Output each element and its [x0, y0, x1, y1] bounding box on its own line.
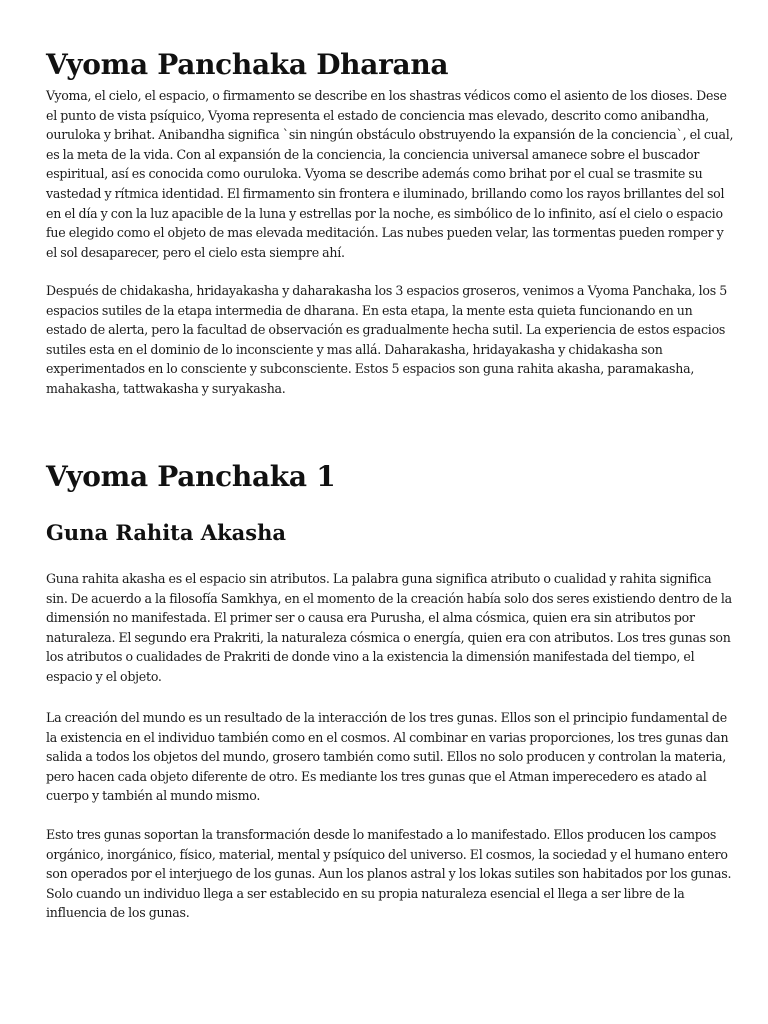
intro-paragraph-1: Vyoma, el cielo, el espacio, o firmamento se describe en los shastras védicos como el asiento de los dioses. Dese el punto de vista psíquico, Vyoma representa el estado de conciencia mas elevado, descrito como anibandha, ouruloka y brihat. Anibandha significa `sin ningún obstáculo obstruyendo la expansión de la conciencia`, el cual, es la meta de la vida. Con al expansión de la conciencia, la conciencia universal amanece sobre el buscador espiritual, así es conocida como ouruloka. Vyoma se describe además como brihat por el cual se trasmite su vastedad y rítmica identidad. El firmamento sin frontera e iluminado, brillando como los rayos brillantes del sol en el día y con la luz apacible de la luna y estrellas por la noche, es simbólico de lo infinito, así el cielo o espacio fue elegido como el objeto de mas elevada meditación. Las nubes pueden velar, las tormentas pueden romper y el sol desaparecer, pero el cielo esta siempre ahí.: [46, 88, 734, 260]
section-paragraph-1: Guna rahita akasha es el espacio sin atributos. La palabra guna significa atributo o cualidad y rahita significa sin. De acuerdo a la filosofía Samkhya, en el momento de la creación había solo dos seres existiendo dentro de la dimensión no manifestada. El primer ser o causa era Purusha, el alma cósmica, quien era sin atributos por naturaleza. El segundo era Prakriti, la naturaleza cósmica o energía, quien era con atributos. Los tres gunas son los atributos o cualidades de Prakriti de donde vino a la existencia la dimensión manifestada del tiempo, el espacio y el objeto.: [46, 571, 732, 684]
page-title: Vyoma Panchaka Dharana: [46, 48, 449, 81]
section-subheading: Guna Rahita Akasha: [46, 520, 286, 545]
section-heading: Vyoma Panchaka 1: [46, 460, 336, 493]
intro-paragraph-2: Después de chidakasha, hridayakasha y daharakasha los 3 espacios groseros, venimos a Vyoma Panchaka, los 5 espacios sutiles de la etapa intermedia de dharana. En esta etapa, la mente esta quieta funcionando en un estado de alerta, pero la facultad de observación es gradualmente hecha sutil. La experiencia de estos espacios sutiles esta en el dominio de lo inconsciente y mas allá. Daharakasha, hridayakasha y chidakasha son experimentados en lo consciente y subconsciente. Estos 5 espacios son guna rahita akasha, paramakasha, mahakasha, tattwakasha y suryakasha.: [46, 283, 727, 396]
section-paragraph-3: Esto tres gunas soportan la transformación desde lo manifestado a lo manifestado. Ellos producen los campos orgánico, inorgánico, físico, material, mental y psíquico del universo. El cosmos, la sociedad y el humano entero son operados por el interjuego de los gunas. Aun los planos astral y los lokas sutiles son habitados por los gunas. Solo cuando un individuo llega a ser establecido en su propia naturaleza esencial el llega a ser libre de la influencia de los gunas.: [46, 827, 732, 921]
section-paragraph-2: La creación del mundo es un resultado de la interacción de los tres gunas. Ellos son el principio fundamental de la existencia en el individuo también como en el cosmos. Al combinar en varias proporciones, los tres gunas dan salida a todos los objetos del mundo, grosero también como sutil. Ellos no solo producen y controlan la materia, pero hacen cada objeto diferente de otro. Es mediante los tres gunas que el Atman imperecedero es atado al cuerpo y también al mundo mismo.: [46, 710, 729, 804]
